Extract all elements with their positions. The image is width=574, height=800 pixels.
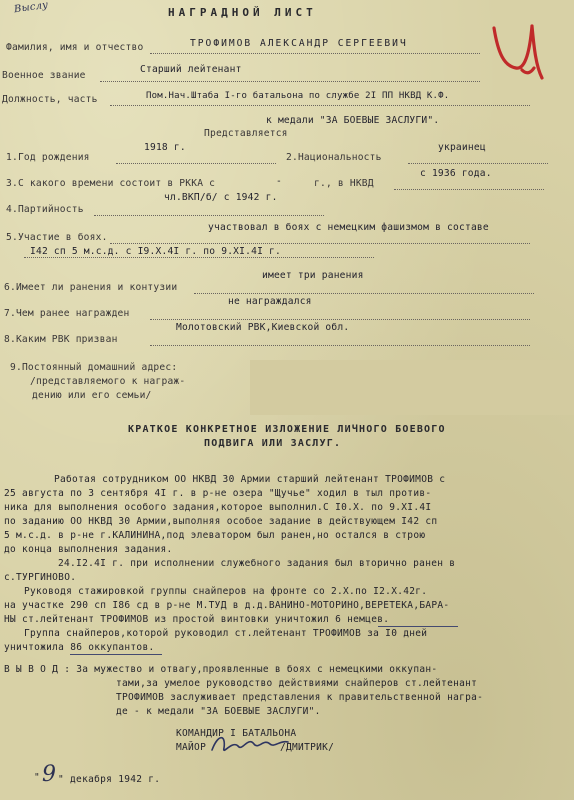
birth-year-label: 1.Год рождения (6, 152, 90, 163)
summary-line: Группа снайперов,которой руководил ст.лейтенант ТРОФИМОВ за I0 дней (24, 628, 428, 639)
draft-office-value: Молотовский РВК,Киевской обл. (176, 322, 350, 333)
handwritten-signature-icon (208, 730, 298, 760)
conclusion-line: ТРОФИМОВ заслуживает представления к правительственной награ- (116, 692, 484, 703)
awards-label: 7.Чем ранее награжден (4, 308, 130, 319)
summary-line: по заданию ОО НКВД 30 Армии,выполняя особое задание в действующем I42 сп (4, 516, 438, 527)
summary-heading-2: ПОДВИГА ИЛИ ЗАСЛУГ. (204, 438, 342, 449)
red-pencil-mark-icon (486, 8, 556, 83)
summary-heading-1: КРАТКОЕ КОНКРЕТНОЕ ИЗЛОЖЕНИЕ ЛИЧНОГО БОЕВОГО (128, 424, 446, 435)
summary-line: с.ТУРГИНОВО. (4, 572, 77, 583)
rkka-since-value: - (276, 176, 282, 187)
summary-line: 24.I2.4I г. при исполнении служебного задания был вторично ранен в (58, 558, 456, 569)
position-value: Пом.Нач.Штаба I-го батальона по службе 2I ПП НКВД К.Ф. (146, 91, 450, 101)
nationality-label: 2.Национальность (286, 152, 382, 163)
party-label: 4.Партийность (6, 204, 84, 215)
conclusion-line: де - к медали "ЗА БОЕВЫЕ ЗАСЛУГИ". (116, 706, 321, 717)
battles-value-2: I42 сп 5 м.с.д. с I9.X.4I г. по 9.XI.4I г. (30, 246, 281, 257)
battles-value-1: участвовал в боях с немецким фашизмом в составе (208, 222, 489, 233)
nominated-label: Представляется (204, 128, 288, 139)
service-since-label: 3.С какого времени состоит в РККА с (6, 178, 216, 189)
signature-name: /ДМИТРИК/ (280, 742, 335, 753)
rank-label: Военное звание (2, 70, 86, 81)
nominated-value: к медали "ЗА БОЕВЫЕ ЗАСЛУГИ". (266, 115, 440, 126)
page-title: НАГРАДНОЙ ЛИСТ (168, 6, 317, 19)
summary-line: Руководя стажировкой группы снайперов на фронте со 2.X.по I2.X.42г. (24, 586, 428, 597)
address-label-3: дению или его семьи/ (32, 390, 152, 401)
wounds-value: имеет три ранения (262, 270, 364, 281)
summary-line: НЫ ст.лейтенант ТРОФИМОВ из простой винтовки уничтожил 6 немцев. (4, 614, 390, 625)
corner-note: Выслу (13, 0, 49, 16)
summary-line: до конца выполнения задания. (4, 544, 173, 555)
awards-value: не награждался (228, 296, 312, 307)
address-label-2: /представляемого к награж- (30, 376, 186, 387)
signature-rank: МАЙОР (176, 742, 207, 753)
name-value: ТРОФИМОВ АЛЕКСАНДР СЕРГЕЕВИЧ (190, 38, 408, 49)
date-open-quote: " (34, 772, 41, 783)
name-label: Фамилия, имя и отчество (6, 42, 144, 53)
summary-line: Работая сотрудником ОО НКВД 30 Армии старший лейтенант ТРОФИМОВ с (54, 474, 446, 485)
wounds-label: 6.Имеет ли ранения и контузии (4, 282, 178, 293)
draft-office-label: 8.Каким РВК призван (4, 334, 118, 345)
summary-line: 25 августа по 3 сентября 4I г. в р-не озера "Щучье" ходил в тыл против- (4, 488, 432, 499)
nkvd-label: г., в НКВД (314, 178, 374, 189)
conclusion-line: тами,за умелое руководство действиями снайперов ст.лейтенант (116, 678, 478, 689)
date-rest: " декабря 1942 г. (58, 774, 161, 785)
battles-label: 5.Участие в боях. (6, 232, 108, 243)
summary-line: на участке 290 сп I86 сд в р-не М.ТУД в д.д.ВАНИНО-МОТОРИНО,ВЕРЕТЕКА,БАРА- (4, 600, 450, 611)
address-label-1: 9.Постоянный домашний адрес: (10, 362, 178, 373)
date-day: 9 (42, 762, 56, 787)
redacted-address-area (250, 360, 574, 415)
nkvd-since-value: с 1936 года. (420, 168, 492, 179)
position-label: Должность, часть (2, 94, 98, 105)
nationality-value: украинец (438, 142, 486, 153)
summary-line: уничтожила 86 оккупантов. (4, 642, 155, 653)
birth-year-value: 1918 г. (144, 142, 186, 153)
signature-title: КОМАНДИР I БАТАЛЬОНА (176, 728, 297, 739)
summary-line: 5 м.с.д. в р-не г.КАЛИНИНА,под элеватором был ранен,но остался в строю (4, 530, 426, 541)
rank-value: Старший лейтенант (140, 64, 242, 75)
summary-line: ника для выполнения особого задания,которое выполнил.С I0.X. по 9.XI.4I (4, 502, 432, 513)
conclusion-line: В Ы В О Д : За мужество и отвагу,проявленные в боях с немецкими оккупан- (4, 664, 438, 675)
party-value: чл.ВКП/б/ с 1942 г. (164, 192, 278, 203)
